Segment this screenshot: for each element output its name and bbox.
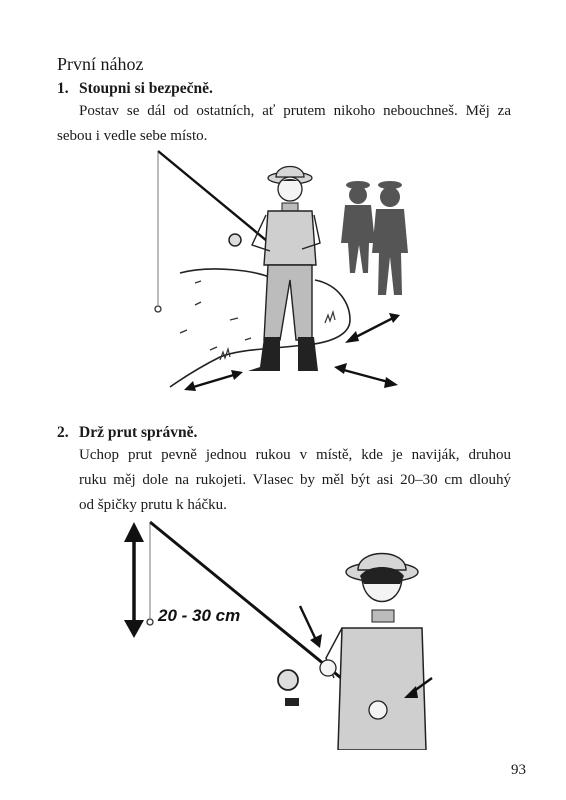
length-arrow <box>124 522 144 638</box>
silhouettes-other-people <box>341 181 408 295</box>
step-1-number: 1. <box>57 80 69 97</box>
step-1-line-2: sebou i vedle sebe místo. <box>57 128 208 144</box>
page-number: 93 <box>511 762 526 778</box>
length-label: 20 - 30 cm <box>158 606 241 625</box>
step-2-number: 2. <box>57 424 69 441</box>
step-1-title: Stoupni si bezpečně. <box>79 80 213 97</box>
step-1-line-1: Postav se dál od ostatních, ať prutem nikoho nebouchneš. Měj za <box>79 103 511 119</box>
reel-handle <box>285 698 299 706</box>
reel <box>229 234 241 246</box>
boy-figure <box>320 554 426 751</box>
illustration-safe-distance <box>140 145 430 395</box>
step-1-text <box>79 99 511 124</box>
reel <box>278 670 298 690</box>
distance-arrows <box>184 313 400 391</box>
step-2-text <box>79 443 511 468</box>
grass-tuft-2 <box>325 312 335 323</box>
boy-figure <box>248 167 320 372</box>
step-2-title: Drž prut správně. <box>79 424 198 441</box>
step-2-line-1: Uchop prut pevně jednou rukou v místě, kde je naviják, druhou <box>79 447 511 463</box>
section-title: První nához <box>57 54 144 74</box>
illustration-rod-grip <box>120 518 450 750</box>
step-2-text-cont <box>79 468 511 518</box>
step-2-heading <box>57 424 197 442</box>
step-2-line-2: ruku měj dole na rukojeti. Vlasec by měl být asi 20–30 cm dlouhý <box>79 472 511 488</box>
water-ripples <box>180 281 251 350</box>
hook <box>155 306 161 312</box>
hook <box>147 619 153 625</box>
step-1-heading <box>57 80 213 98</box>
step-2-line-3: od špičky prutu k háčku. <box>79 497 227 513</box>
